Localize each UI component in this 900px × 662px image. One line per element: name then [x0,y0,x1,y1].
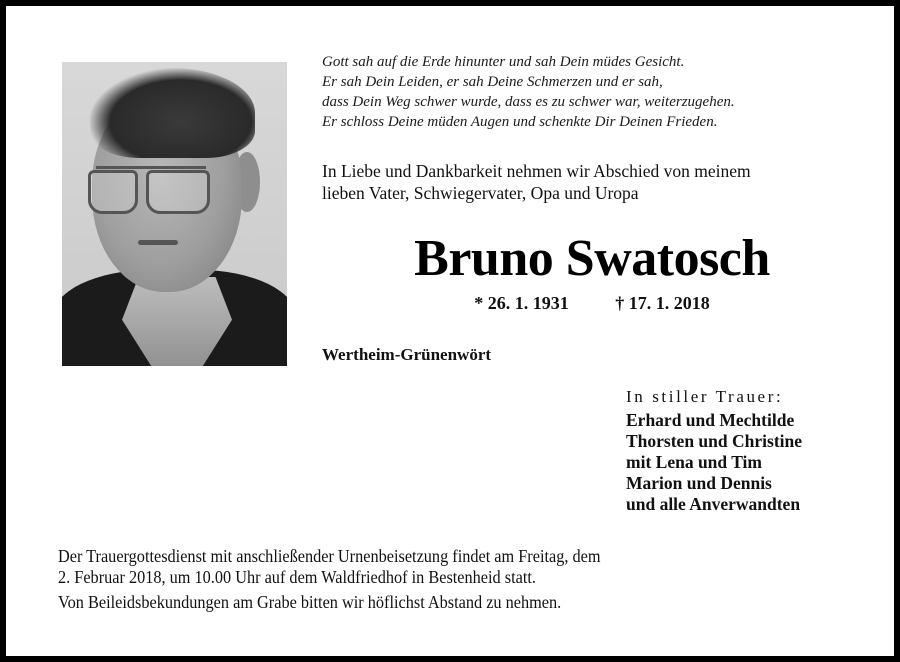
death-date: † 17. 1. 2018 [615,293,710,313]
service-line: Der Trauergottesdienst mit anschließender Urnenbeisetzung findet am Freitag, dem [58,546,601,566]
place: Wertheim-Grünenwört [322,345,492,364]
mourner-entry: Marion und Dennis [626,473,772,493]
portrait-glasses-left [88,170,138,214]
poem-line: Gott sah auf die Erde hinunter und sah Dein müdes Gesicht. [322,54,685,70]
intro-text [322,160,751,204]
mourners-heading: In stiller Trauer: [626,387,784,406]
poem-line: dass Dein Weg schwer wurde, dass es zu schwer war, weiterzugehen. [322,94,735,110]
portrait-glasses-right [146,170,210,214]
birth-date: * 26. 1. 1931 [474,293,569,313]
intro-line: In Liebe und Dankbarkeit nehmen wir Abschied von meinem [322,161,751,181]
poem [322,52,735,132]
portrait-photo [62,62,287,366]
condolence-request: Von Beileidsbekundungen am Grabe bitten wir höflichst Abstand zu nehmen. [58,592,562,612]
mourner-entry: mit Lena und Tim [626,452,762,472]
mourner-entry: und alle Anverwandten [626,494,801,514]
mourners-list [626,410,802,515]
service-info [58,546,601,613]
poem-line: Er schloss Deine müden Augen und schenkte Dir Deinen Frieden. [322,114,718,130]
portrait-glasses-bridge [96,166,206,169]
intro-line: lieben Vater, Schwiegervater, Opa und Uropa [322,183,639,203]
poem-line: Er sah Dein Leiden, er sah Deine Schmerzen und er sah, [322,74,663,90]
mourner-entry: Erhard und Mechtilde [626,410,795,430]
obituary-notice [6,6,894,656]
mourner-entry: Thorsten und Christine [626,431,803,451]
deceased-name: Bruno Swatosch [414,230,770,287]
mourners [626,386,802,515]
portrait-hair [90,68,255,158]
portrait-mouth [138,240,178,245]
service-line: 2. Februar 2018, um 10.00 Uhr auf dem Waldfriedhof in Bestenheid statt. [58,567,536,587]
life-dates [322,292,862,314]
